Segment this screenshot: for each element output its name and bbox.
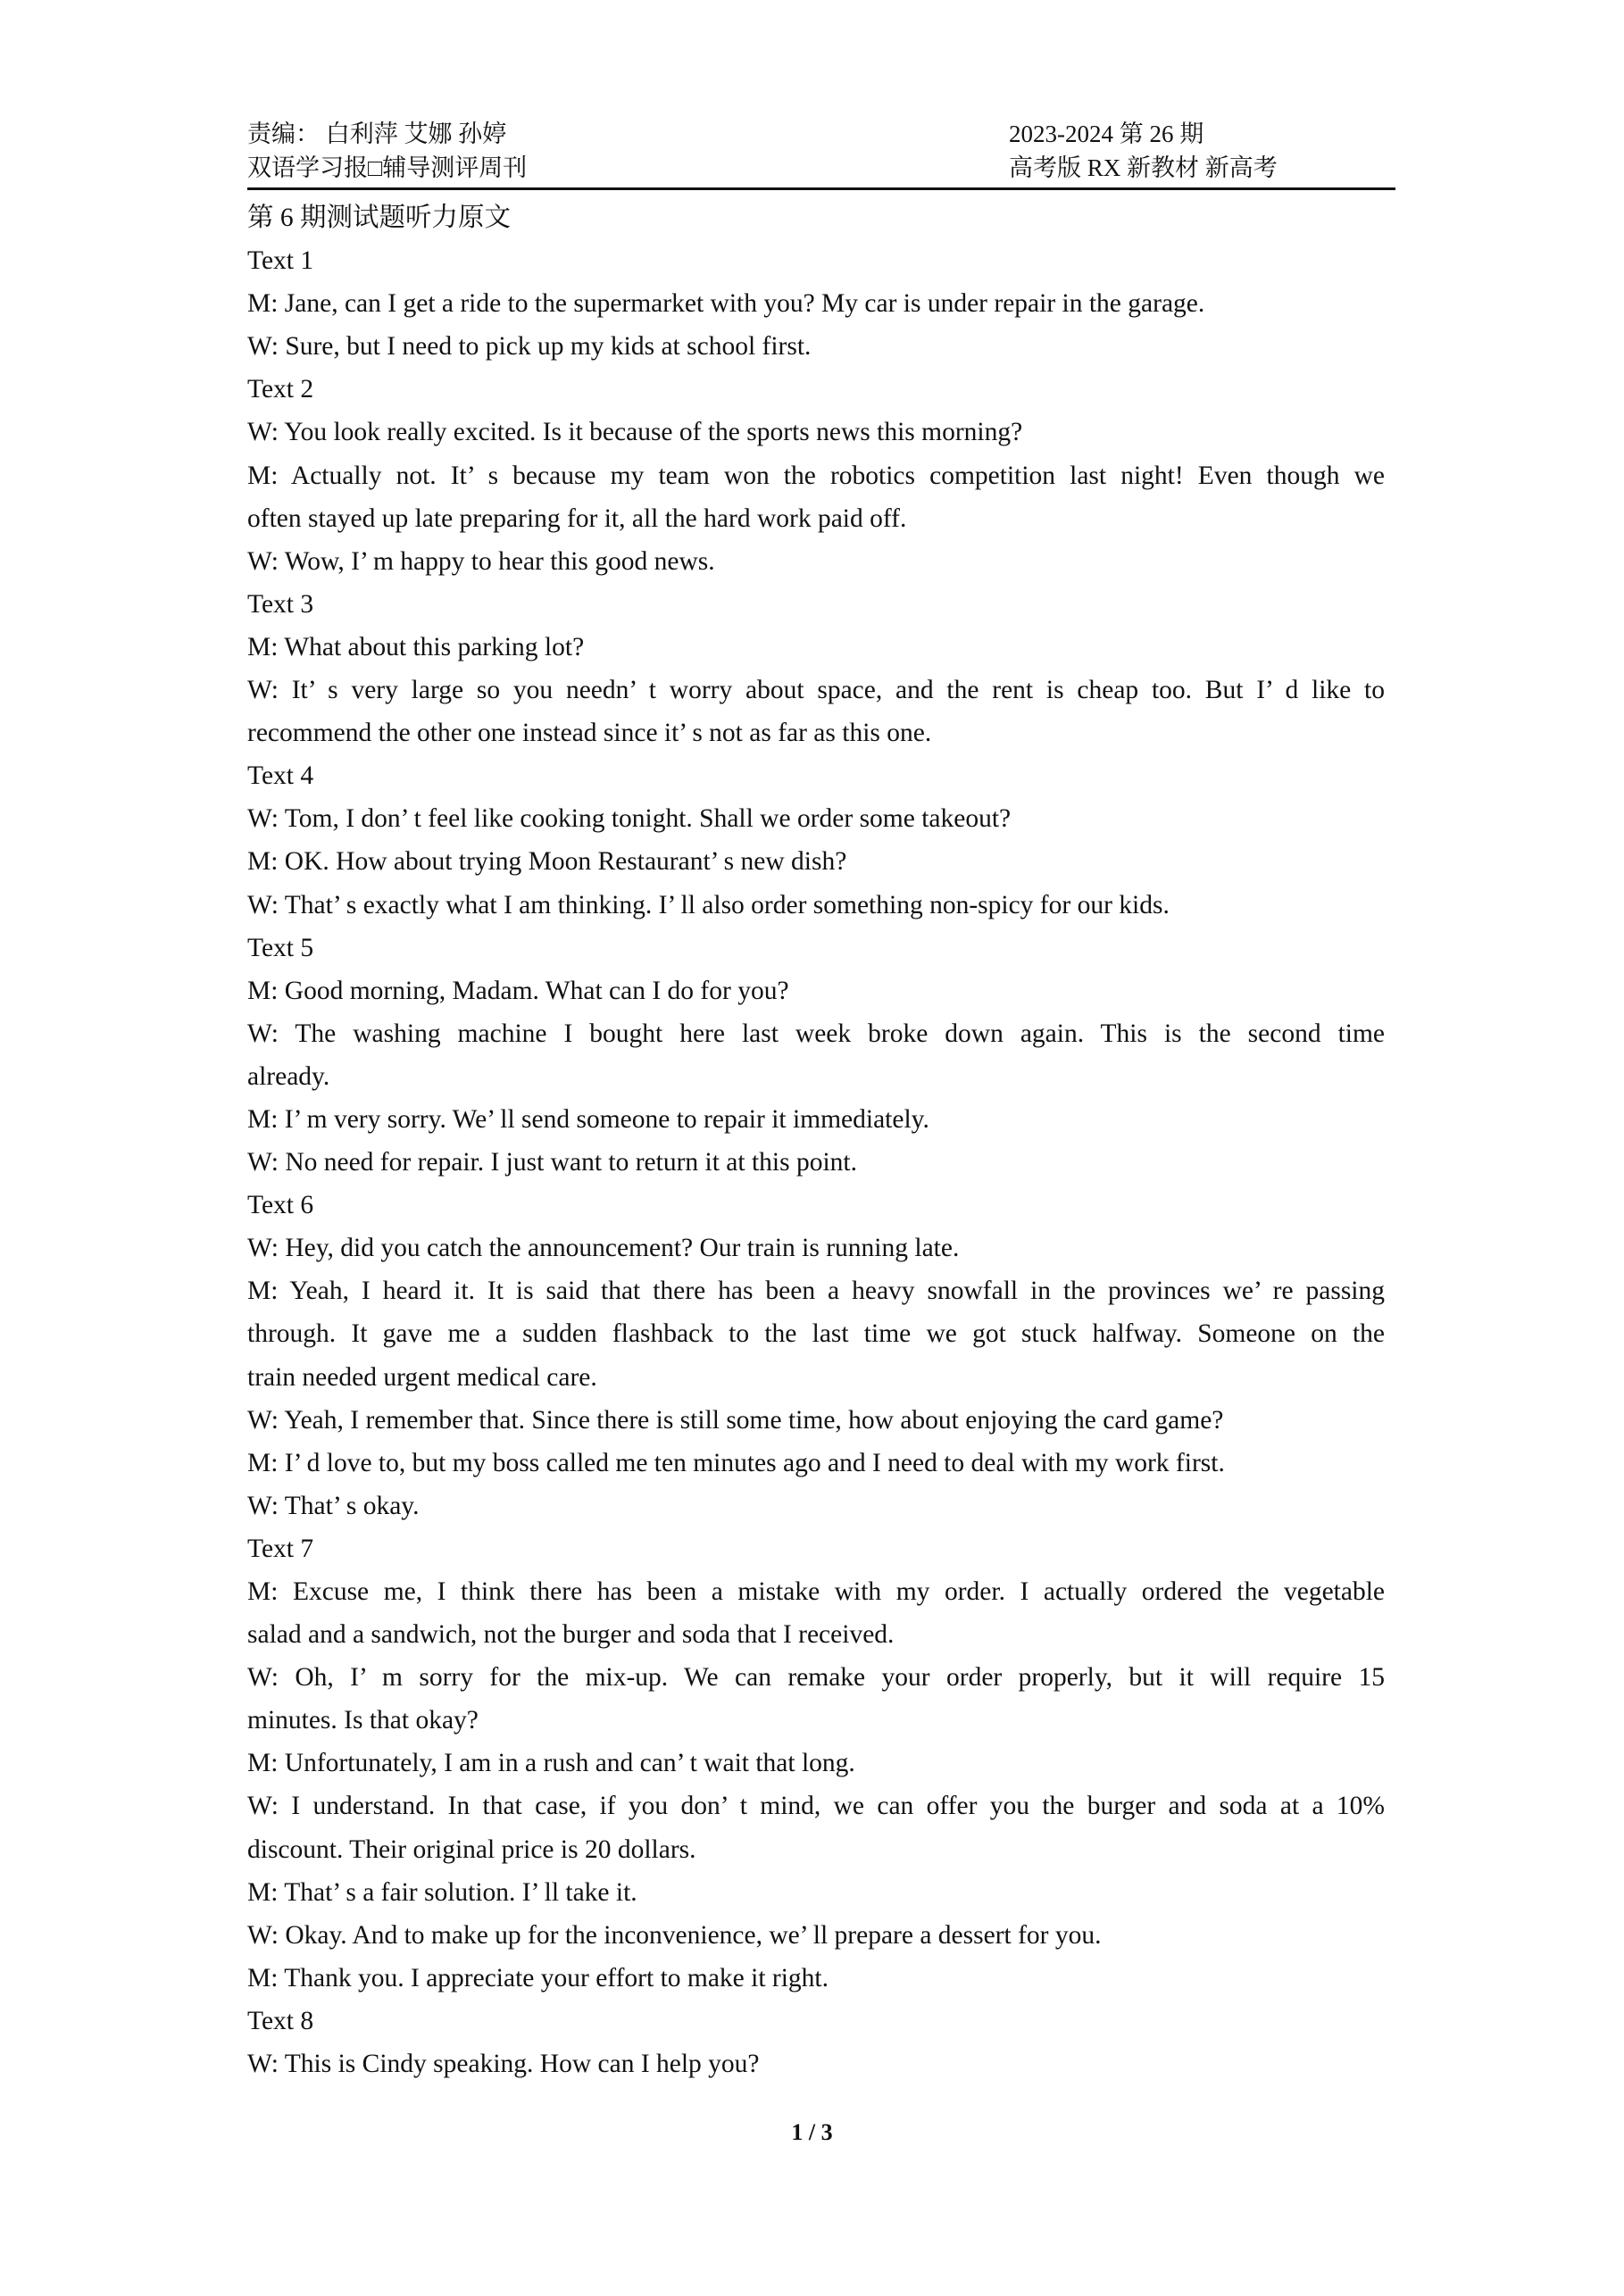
section-heading: Text 4 (247, 761, 314, 791)
dialogue-line: M: I’ m very sorry. We’ ll send someone to repair it immediately. (247, 1104, 929, 1134)
dialogue-line: W: Sure, but I need to pick up my kids at school first. (247, 332, 812, 362)
section-heading: Text 3 (247, 589, 314, 619)
dialogue-line: M: What about this parking lot? (247, 632, 585, 661)
dialogue-line: W: That’ s exactly what I am thinking. I’ ll also order something non-spicy for our kids. (247, 890, 1170, 919)
dialogue-line: W: Yeah, I remember that. Since there is still some time, how about enjoying the card game? (247, 1405, 1224, 1435)
dialogue-line: M: I’ d love to, but my boss called me ten minutes ago and I need to deal with my work first. (247, 1448, 1225, 1477)
page-title: 第 6 期测试题听力原文 (247, 204, 512, 232)
transcript-body (247, 196, 1385, 2085)
header-publication: 双语学习报□辅导测评周刊 (247, 154, 528, 181)
dialogue-line: W: Hey, did you catch the announcement? Our train is running late. (247, 1234, 960, 1263)
dialogue-line: M: Yeah, I heard it. It is said that there has been a heavy snowfall in the provinces we’ re passing (247, 1277, 1385, 1306)
section-heading: Text 8 (247, 2006, 314, 2035)
dialogue-line: W: Wow, I’ m happy to hear this good news. (247, 546, 715, 576)
dialogue-line: minutes. Is that okay? (247, 1706, 479, 1735)
section-heading: Text 6 (247, 1191, 314, 1220)
header-issue: 2023-2024 第 26 期 (1009, 121, 1204, 147)
dialogue-line: train needed urgent medical care. (247, 1362, 597, 1392)
dialogue-line: W: It’ s very large so you needn’ t worry about space, and the rent is cheap too. But I’ d like to (247, 676, 1385, 705)
dialogue-line: W: The washing machine I bought here last week broke down again. This is the second time (247, 1019, 1385, 1048)
dialogue-line: discount. Their original price is 20 dollars. (247, 1834, 696, 1864)
dialogue-line: W: I understand. In that case, if you don’ t mind, we can offer you the burger and soda at a 10% (247, 1792, 1385, 1821)
dialogue-line: W: Tom, I don’ t feel like cooking tonight. Shall we order some takeout? (247, 804, 1012, 834)
dialogue-line: M: Actually not. It’ s because my team won the robotics competition last night! Even though we (247, 461, 1385, 490)
dialogue-line: M: Thank you. I appreciate your effort to make it right. (247, 1963, 829, 1992)
section-heading: Text 7 (247, 1534, 314, 1563)
dialogue-line: recommend the other one instead since it’ s not as far as this one. (247, 719, 932, 748)
dialogue-line: already. (247, 1061, 330, 1091)
dialogue-line: W: That’ s okay. (247, 1491, 420, 1520)
dialogue-line: M: OK. How about trying Moon Restaurant’ s new dish? (247, 847, 847, 877)
dialogue-line: W: Okay. And to make up for the inconvenience, we’ ll prepare a dessert for you. (247, 1920, 1102, 1950)
dialogue-line: W: Oh, I’ m sorry for the mix-up. We can remake your order properly, but it will require 15 (247, 1663, 1385, 1693)
dialogue-line: W: No need for repair. I just want to return it at this point. (247, 1148, 857, 1177)
dialogue-line: W: You look really excited. Is it because of the sports news this morning? (247, 418, 1023, 447)
section-heading: Text 2 (247, 375, 314, 404)
dialogue-line: M: Excuse me, I think there has been a mistake with my order. I actually ordered the vegetable (247, 1577, 1385, 1606)
dialogue-line: M: Jane, can I get a ride to the supermarket with you? My car is under repair in the garage. (247, 289, 1205, 319)
page-number: 1 / 3 (791, 2119, 833, 2145)
dialogue-line: often stayed up late preparing for it, all the hard work paid off. (247, 503, 907, 533)
page-header (247, 114, 1395, 190)
dialogue-line: salad and a sandwich, not the burger and soda that I received. (247, 1620, 895, 1650)
section-heading: Text 1 (247, 246, 314, 276)
dialogue-line: M: Good morning, Madam. What can I do for you? (247, 976, 789, 1005)
dialogue-line: W: This is Cindy speaking. How can I help you? (247, 2050, 760, 2079)
header-editors: 责编： 白利萍 艾娜 孙婷 (247, 121, 507, 147)
header-edition: 高考版 RX 新教材 新高考 (1009, 154, 1278, 181)
dialogue-line: M: Unfortunately, I am in a rush and can’ t wait that long. (247, 1749, 855, 1778)
dialogue-line: M: That’ s a fair solution. I’ ll take it. (247, 1877, 637, 1907)
section-heading: Text 5 (247, 933, 314, 962)
dialogue-line: through. It gave me a sudden flashback to the last time we got stuck halfway. Someone on the (247, 1319, 1385, 1349)
